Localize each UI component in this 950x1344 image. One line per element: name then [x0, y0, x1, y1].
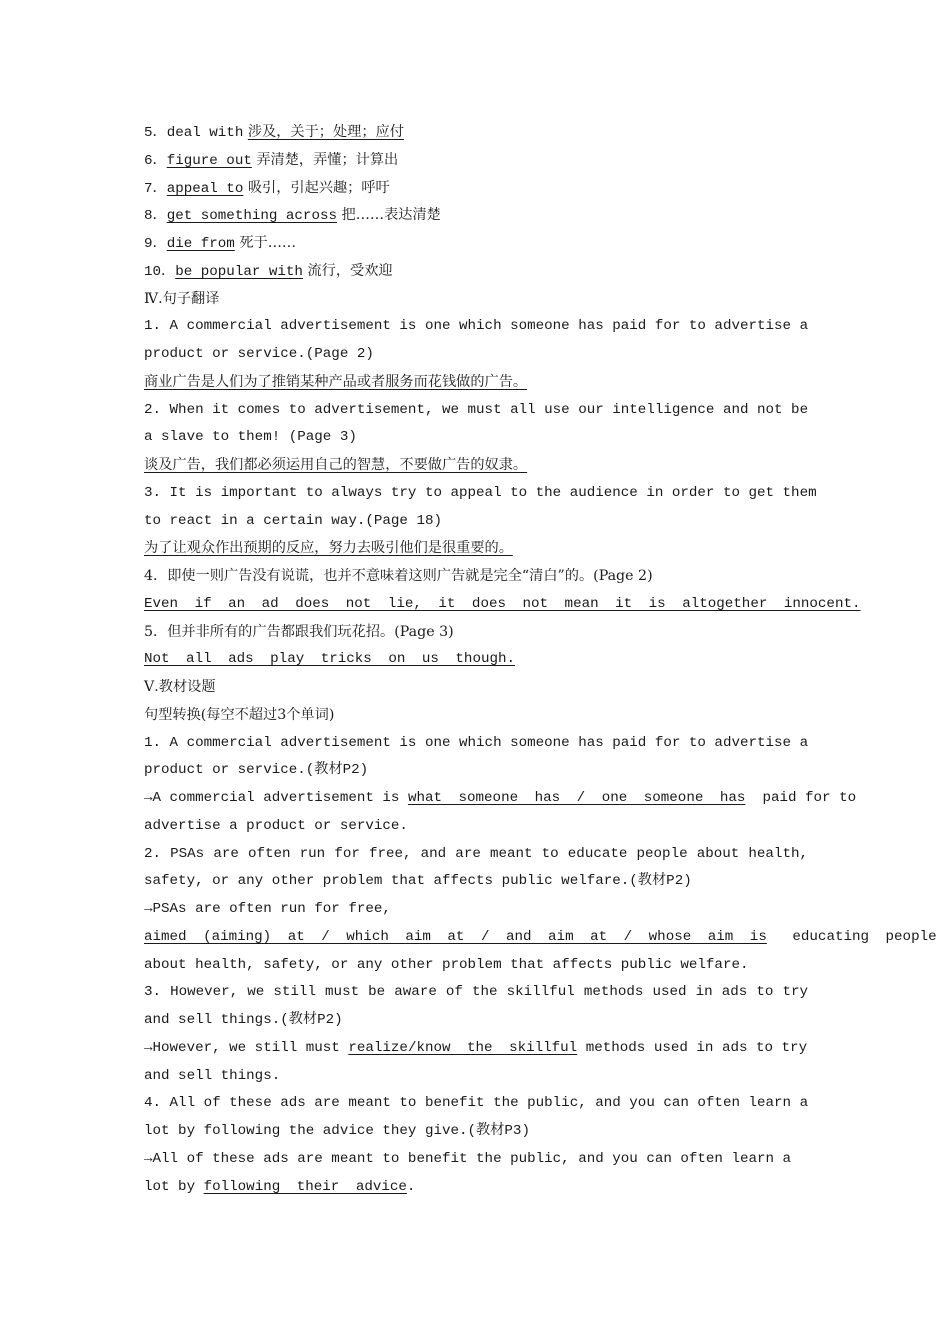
phrase-chinese: 弄清楚，弄懂；计算出 — [256, 151, 399, 168]
phrase-answer: 涉及，关于；处理；应付 — [247, 124, 404, 140]
answer-suffix: paid for to — [762, 790, 857, 806]
answer-line — [144, 646, 808, 674]
phrase-chinese: 死于…… — [239, 235, 297, 251]
phrase-chinese: 吸引，引起兴趣；呼吁 — [247, 179, 390, 196]
section-heading: Ⅳ.句子翻译 — [144, 290, 220, 307]
phrase-chinese: 把……表达清楚 — [341, 207, 441, 224]
answer-line: →PSAs are often run for free, — [144, 901, 391, 917]
answer-line: about health, safety, or any other problem that affects public welfare. — [144, 956, 749, 973]
question-line: product or service.(教材P2) — [144, 762, 369, 779]
answer-line: and sell things. — [144, 1067, 281, 1084]
question-line: 1. A commercial advertisement is one which someone has paid for to advertise a — [144, 734, 809, 751]
phrase-number: 8． — [144, 208, 167, 225]
answer-text: 谈及广告，我们都必须运用自己的智慧，不要做广告的奴隶。 — [144, 457, 528, 473]
question-line: safety, or any other problem that affects public welfare.(教材P2) — [144, 873, 692, 890]
answer-text: 商业广告是人们为了推销某种产品或者服务而花钱做的广告。 — [144, 373, 528, 390]
document-page — [144, 119, 937, 1201]
answer-suffix: methods used in ads to try — [585, 1039, 808, 1056]
answer-suffix: . — [406, 1178, 416, 1195]
phrase-answer: die from — [166, 236, 235, 252]
answer-blank: what someone has / one someone has — [407, 790, 746, 806]
question-line: 2. When it comes to advertisement, we must all use our intelligence and not be — [144, 401, 809, 418]
phrase-item — [144, 230, 808, 258]
answer-line — [144, 924, 937, 952]
phrase-answer: be popular with — [175, 263, 303, 280]
phrase-item — [144, 202, 808, 230]
phrase-number: 6． — [144, 152, 167, 169]
phrase-number: 10． — [144, 263, 176, 280]
answer-prefix: →A commercial advertisement is — [144, 790, 400, 806]
answer-line — [144, 591, 861, 619]
question-line: and sell things.(教材P2) — [144, 1012, 343, 1028]
phrase-answer: figure out — [166, 152, 252, 169]
phrase-item — [144, 147, 808, 175]
phrase-english: deal with — [166, 125, 244, 141]
phrase-number: 5． — [144, 125, 167, 141]
answer-text: Even if an ad does not lie, it does not mean it is altogether innocent. — [144, 595, 861, 612]
answer-line: →All of these ads are meant to benefit the public, and you can often learn a — [144, 1150, 792, 1167]
answer-blank: realize/know the skillful — [348, 1039, 578, 1056]
section-heading: Ⅴ.教材设题 — [144, 679, 216, 695]
answer-suffix: educating people — [792, 928, 937, 945]
question-line: 5．但并非所有的广告都跟我们玩花招。(Page 3) — [144, 623, 454, 640]
answer-line — [144, 535, 808, 563]
answer-line — [144, 785, 857, 813]
answer-line — [144, 1035, 808, 1063]
answer-blank: following their advice — [203, 1178, 407, 1195]
phrase-answer: appeal to — [166, 180, 244, 197]
phrase-number: 9． — [144, 236, 167, 252]
question-line: 4．即使一则广告没有说谎，也并不意味着这则广告就是完全“清白”的。(Page 2) — [144, 568, 653, 584]
phrase-number: 7． — [144, 180, 167, 197]
phrase-item — [144, 119, 808, 147]
answer-prefix: →However, we still must — [144, 1039, 340, 1056]
section-subheading: 句型转换(每空不超过3个单词) — [144, 706, 335, 723]
question-line: 4. All of these ads are meant to benefit the public, and you can often learn a — [144, 1095, 809, 1112]
answer-prefix: lot by — [144, 1178, 196, 1195]
answer-blank: aimed (aiming) at / which aim at / and aim at / whose aim is — [144, 928, 767, 945]
answer-line — [144, 452, 808, 480]
phrase-item — [144, 175, 808, 203]
question-line: product or service.(Page 2) — [144, 346, 374, 362]
question-line: 2. PSAs are often run for free, and are meant to educate people about health, — [144, 845, 808, 862]
question-line: to react in a certain way.(Page 18) — [144, 512, 442, 529]
answer-line: advertise a product or service. — [144, 817, 408, 834]
question-line: 3. However, we still must be aware of the skillful methods used in ads to try — [144, 984, 808, 1001]
question-line: a slave to them! (Page 3) — [144, 429, 357, 446]
phrase-answer: get something across — [166, 208, 337, 225]
answer-text: Not all ads play tricks on us though. — [144, 651, 516, 668]
answer-text: 为了让观众作出预期的反应，努力去吸引他们是很重要的。 — [144, 540, 513, 557]
answer-line — [144, 1174, 808, 1202]
answer-line — [144, 369, 808, 397]
question-line: 3. It is important to always try to appeal to the audience in order to get them — [144, 484, 817, 501]
phrase-item — [144, 258, 808, 286]
question-line: 1. A commercial advertisement is one which someone has paid for to advertise a — [144, 318, 809, 335]
question-line: lot by following the advice they give.(教材P3) — [144, 1123, 530, 1139]
phrase-chinese: 流行，受欢迎 — [307, 262, 393, 279]
